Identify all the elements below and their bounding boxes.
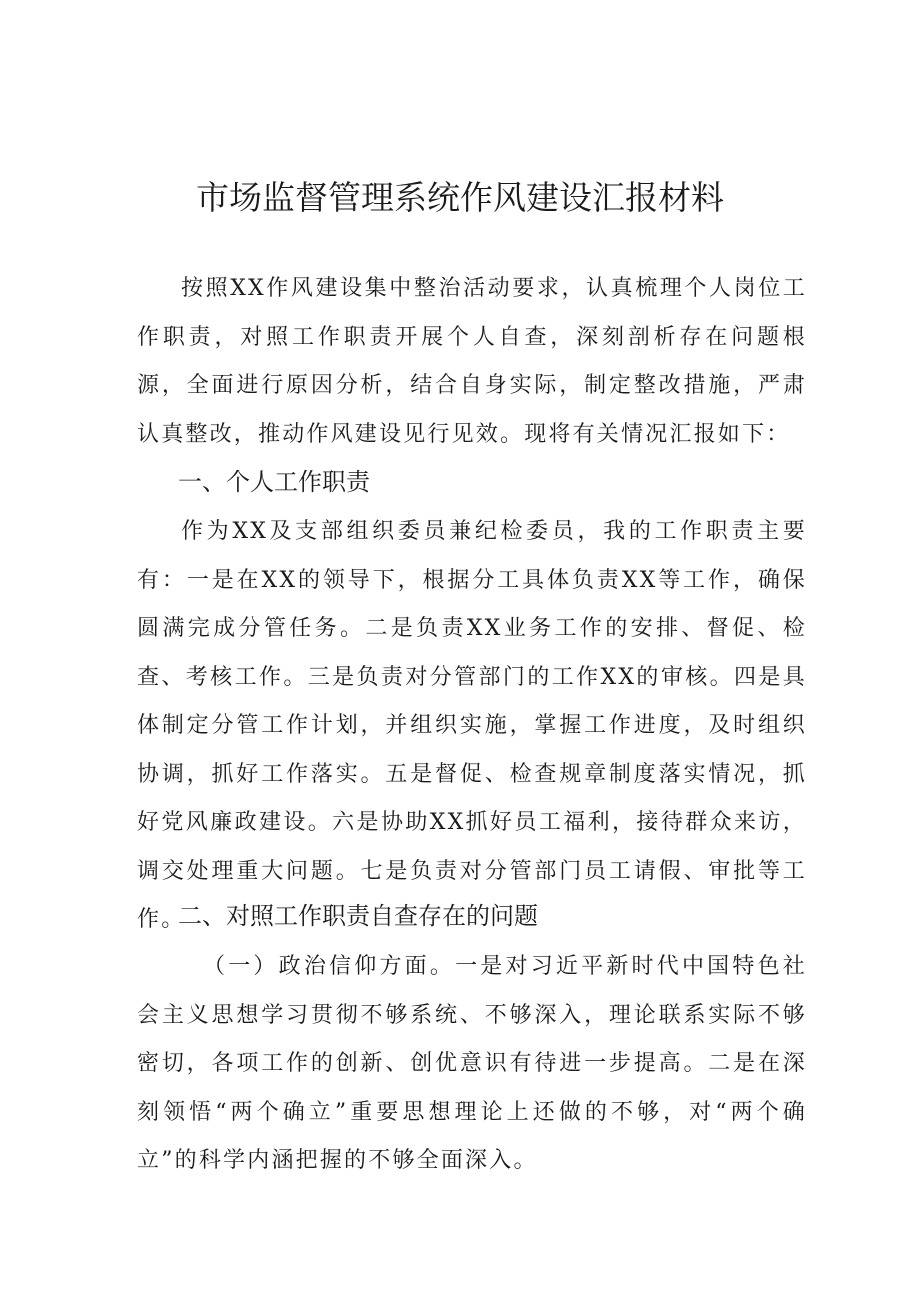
section-heading-duties: 一、个人工作职责 xyxy=(178,468,370,496)
section-body-problems: （一）政治信仰方面。一是对习近平新时代中国特色社会主义思想学习贯彻不够系统、不够深入，理论联系实际不够密切，各项工作的创新、创优意识有待进一步提高。二是在深刻领悟“两个确立”重要思想理论上还做的不够，对“两个确立”的科学内涵把握的不够全面深入。 xyxy=(137,954,807,1173)
intro-paragraph: 按照XX作风建设集中整治活动要求，认真梳理个人岗位工作职责，对照工作职责开展个人自查，深刻剖析存在问题根源，全面进行原因分析，结合自身实际，制定整改措施，严肃认真整改，推动作风建设见行见效。现将有关情况汇报如下： xyxy=(137,276,807,447)
section-body-duties: 作为XX及支部组织委员兼纪检委员，我的工作职责主要有：一是在XX的领导下，根据分工具体负责XX等工作，确保圆满完成分管任务。二是负责XX业务工作的安排、督促、检查、考核工作。三是负责对分管部门的工作XX的审核。四是具体制定分管工作计划，并组织实施，掌握工作进度，及时组织协调，抓好工作落实。五是督促、检查规章制度落实情况，抓好党风廉政建设。六是协助XX抓好员工福利，接待群众来访，调交处理重大问题。七是负责对分管部门员工请假、审批等工作。 xyxy=(137,519,807,932)
document-title: 市场监督管理系统作风建设汇报材料 xyxy=(196,178,724,217)
section-heading-problems: 二、对照工作职责自查存在的问题 xyxy=(178,902,538,930)
